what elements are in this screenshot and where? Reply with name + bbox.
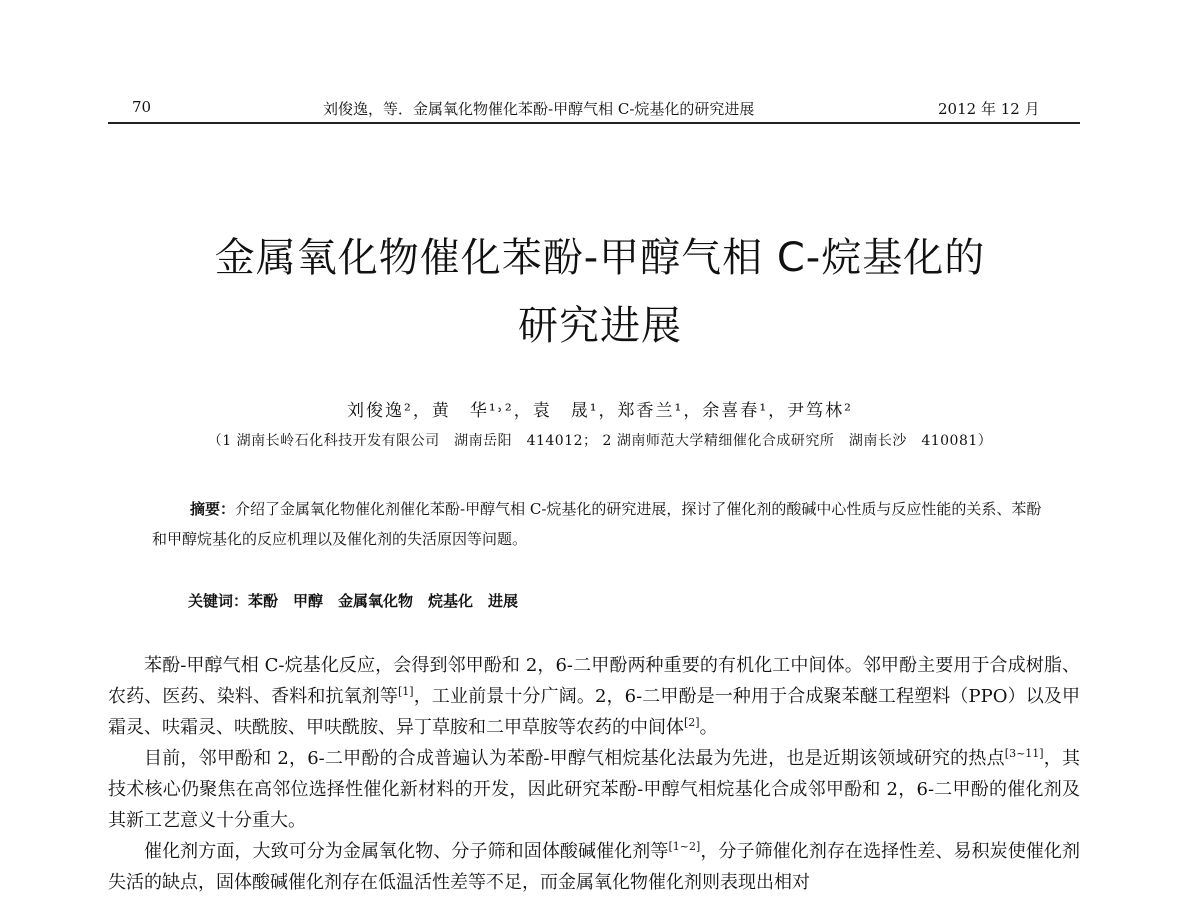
keywords-label: 关键词：: [188, 592, 249, 610]
abstract: [152, 494, 1047, 554]
paragraph-1-text: 苯酚-甲醇气相 C-烷基化反应，会得到邻甲酚和 2，6-二甲酚两种重要的有机化工中间体。邻甲酚主要用于合成树脂、农药、医药、染料、香料和抗氧剂等: [108, 655, 1080, 707]
affiliations: （1 湖南长岭石化科技开发有限公司 湖南岳阳 414012； 2 湖南师范大学精细催化合成研究所 湖南长沙 410081）: [207, 433, 993, 449]
paragraph-2: [108, 743, 1080, 836]
citation: [3~11]: [1004, 747, 1044, 760]
paper-title-line-1: 金属氧化物催化苯酚-甲醇气相 C-烷基化的: [214, 235, 986, 281]
paragraph-3-text: ，分子筛催化剂存在选择性差、易积炭使催化剂失活的缺点，固体酸碱催化剂存在低温活性差等不足，而金属氧化物催化剂则表现出相对: [108, 841, 1080, 893]
citation: [1]: [397, 685, 414, 698]
author-list: 刘俊逸²，黄 华¹˒²，袁 晟¹，郑香兰¹，余喜春¹，尹笃林²: [347, 401, 853, 421]
issue-date: 2012 年 12 月: [938, 100, 1040, 118]
citation: [1~2]: [668, 840, 701, 853]
paragraph-1: [108, 650, 1080, 743]
paper-title-line-2: 研究进展: [518, 303, 682, 349]
paragraph-2-text: ，其技术核心仍聚焦在高邻位选择性催化新材料的开发，因此研究苯酚-甲醇气相烷基化合成邻甲酚和 2，6-二甲酚的催化剂及其新工艺意义十分重大。: [108, 748, 1081, 831]
paragraph-1-text: 。: [699, 717, 718, 738]
body-text: [108, 650, 1080, 898]
paragraph-3-text: 催化剂方面，大致可分为金属氧化物、分子筛和固体酸碱催化剂等: [144, 841, 669, 862]
paragraph-3: [108, 836, 1080, 898]
citation: [2]: [684, 716, 700, 729]
keywords-text: 苯酚 甲醇 金属氧化物 烷基化 进展: [248, 592, 519, 610]
running-header: [108, 92, 1080, 124]
paragraph-2-text: 目前，邻甲酚和 2，6-二甲酚的合成普遍认为苯酚-甲醇气相烷基化法最为先进，也是近期该领域研究的热点: [144, 748, 1005, 769]
running-title: 刘俊逸，等．金属氧化物催化苯酚-甲醇气相 C-烷基化的研究进展: [323, 100, 755, 118]
page-number: 70: [132, 98, 152, 116]
paragraph-1-text: ，工业前景十分广阔。2，6-二甲酚是一种用于合成聚苯醚工程塑料（PPO）以及甲霜灵、呋霜灵、呋酰胺、甲呋酰胺、异丁草胺和二甲草胺等农药的中间体: [108, 686, 1080, 738]
keywords: [188, 590, 518, 611]
abstract-label: 摘要：: [190, 500, 236, 518]
abstract-text: 介绍了金属氧化物催化剂催化苯酚-甲醇气相 C-烷基化的研究进展，探讨了催化剂的酸碱中心性质与反应性能的关系、苯酚和甲醇烷基化的反应机理以及催化剂的失活原因等问题。: [152, 500, 1042, 548]
